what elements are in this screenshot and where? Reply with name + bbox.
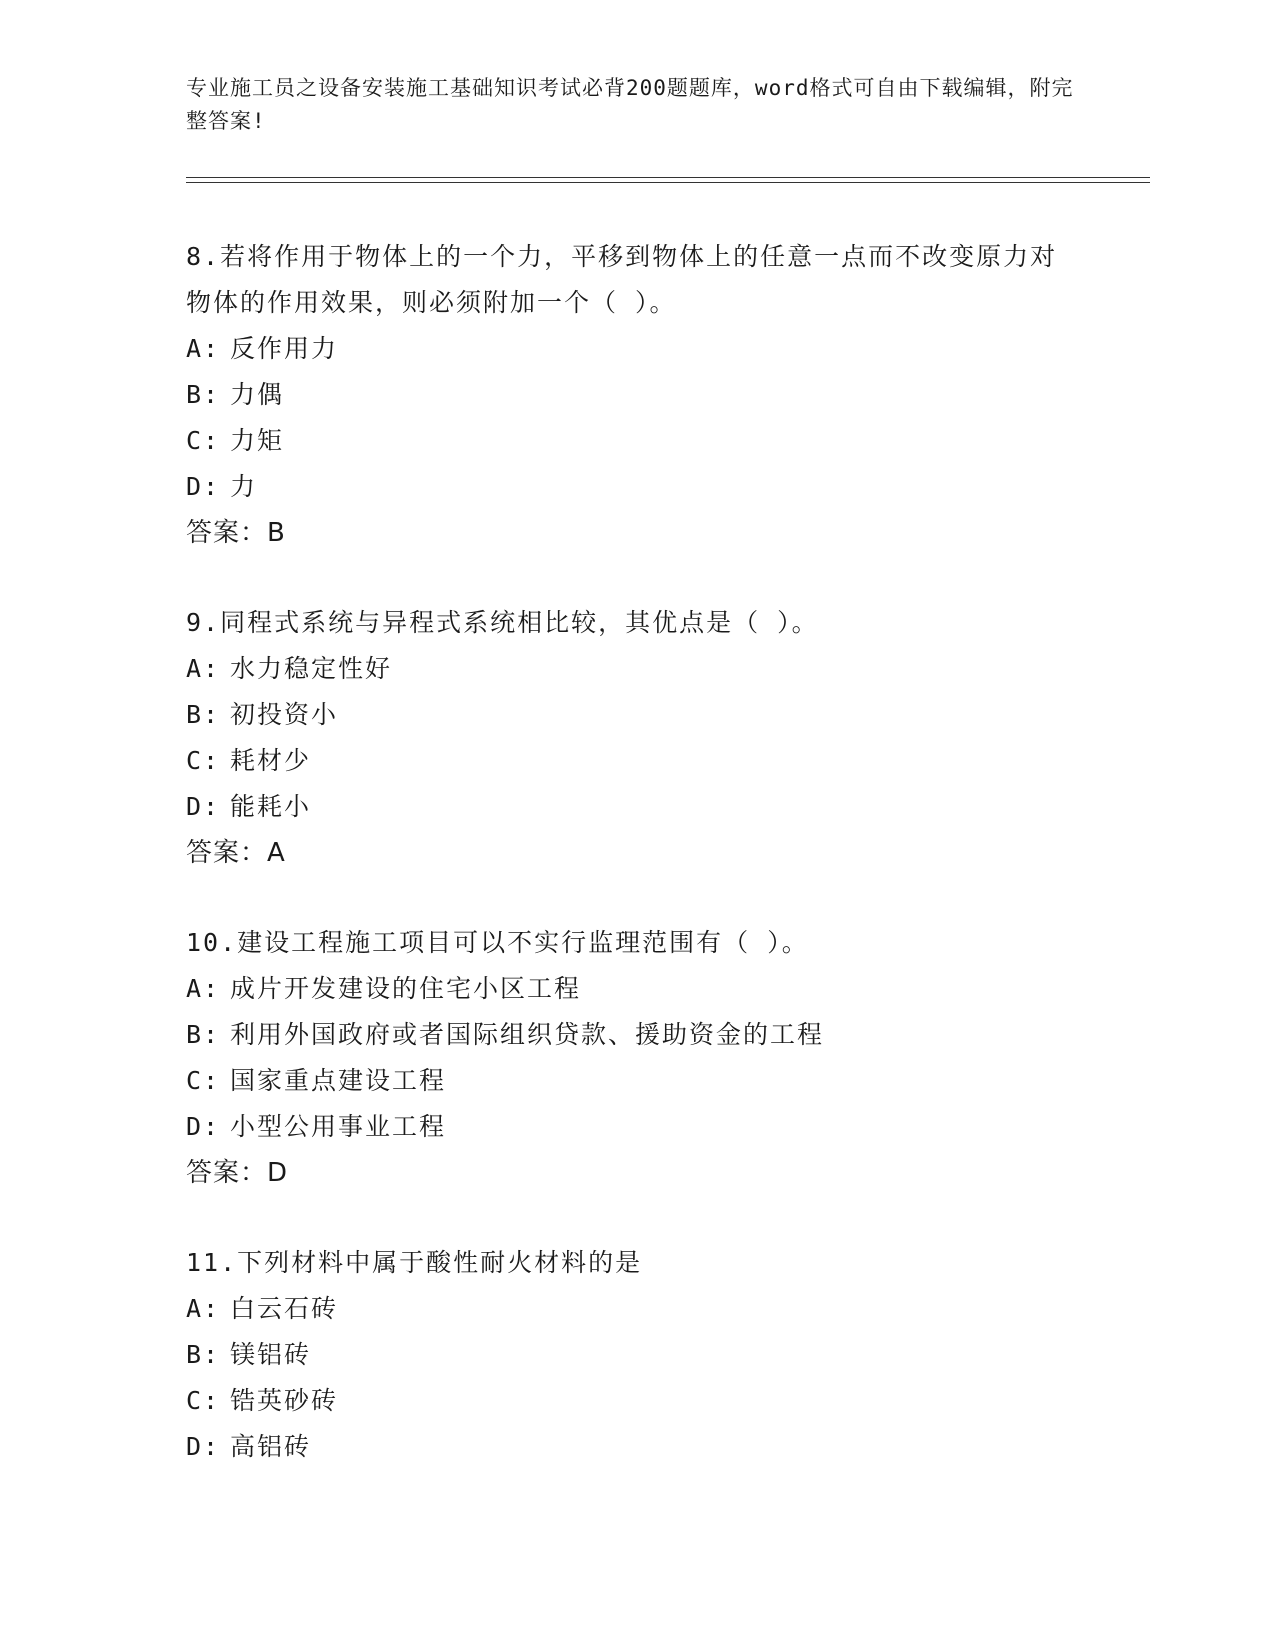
option-c <box>186 1058 1086 1104</box>
option-text: 小型公用事业工程 <box>230 1112 447 1141</box>
option-b <box>186 1332 1086 1378</box>
option-a <box>186 1286 1086 1332</box>
option-c <box>186 1378 1086 1424</box>
option-text: 耗材少 <box>230 746 312 775</box>
option-text: 初投资小 <box>230 700 339 729</box>
answer-line: 答案：B <box>186 518 286 548</box>
option-key: C: <box>186 1386 221 1415</box>
option-key: D: <box>186 1432 221 1461</box>
option-text: 高铝砖 <box>230 1432 312 1461</box>
option-d <box>186 1424 1086 1470</box>
answer-line: 答案：A <box>186 838 286 868</box>
option-text: 力偶 <box>230 380 285 409</box>
option-text: 成片开发建设的住宅小区工程 <box>230 974 582 1003</box>
option-text: 国家重点建设工程 <box>230 1066 447 1095</box>
header-divider-bottom <box>186 182 1150 183</box>
option-a <box>186 966 1086 1012</box>
option-b <box>186 692 1086 738</box>
option-key: C: <box>186 1066 221 1095</box>
option-key: C: <box>186 746 221 775</box>
option-key: D: <box>186 472 221 501</box>
option-key: B: <box>186 1340 221 1369</box>
option-text: 锆英砂砖 <box>230 1386 339 1415</box>
question-text: 9.同程式系统与异程式系统相比较，其优点是（ ）。 <box>186 608 819 637</box>
option-key: D: <box>186 1112 221 1141</box>
option-c <box>186 738 1086 784</box>
option-key: B: <box>186 1020 221 1049</box>
option-key: A: <box>186 334 221 363</box>
option-text: 反作用力 <box>230 334 339 363</box>
question-10 <box>186 920 1086 1196</box>
option-key: D: <box>186 792 221 821</box>
document-header <box>186 72 1086 138</box>
option-text: 白云石砖 <box>230 1294 339 1323</box>
option-text: 利用外国政府或者国际组织贷款、援助资金的工程 <box>230 1020 825 1049</box>
question-text: 10.建设工程施工项目可以不实行监理范围有（ ）。 <box>186 928 809 957</box>
option-key: A: <box>186 1294 221 1323</box>
option-a <box>186 326 1086 372</box>
option-c <box>186 418 1086 464</box>
option-text: 镁铝砖 <box>230 1340 312 1369</box>
option-text: 力 <box>230 472 258 501</box>
question-9 <box>186 600 1086 876</box>
question-8 <box>186 234 1086 556</box>
option-d <box>186 1104 1086 1150</box>
option-text: 力矩 <box>230 426 285 455</box>
option-key: A: <box>186 974 221 1003</box>
option-d <box>186 784 1086 830</box>
question-list <box>186 234 1086 1514</box>
answer-line: 答案：D <box>186 1158 289 1188</box>
option-d <box>186 464 1086 510</box>
option-key: A: <box>186 654 221 683</box>
document-title: 专业施工员之设备安装施工基础知识考试必背200题题库，word格式可自由下载编辑，附完整答案! <box>186 76 1074 133</box>
option-a <box>186 646 1086 692</box>
option-text: 水力稳定性好 <box>230 654 393 683</box>
question-text: 8.若将作用于物体上的一个力，平移到物体上的任意一点而不改变原力对物体的作用效果，则必须附加一个（ ）。 <box>186 242 1058 317</box>
question-text: 11.下列材料中属于酸性耐火材料的是 <box>186 1248 643 1277</box>
option-key: B: <box>186 700 221 729</box>
option-b <box>186 372 1086 418</box>
option-key: B: <box>186 380 221 409</box>
option-text: 能耗小 <box>230 792 312 821</box>
question-11 <box>186 1240 1086 1470</box>
option-key: C: <box>186 426 221 455</box>
header-divider-top <box>186 177 1150 178</box>
option-b <box>186 1012 1086 1058</box>
